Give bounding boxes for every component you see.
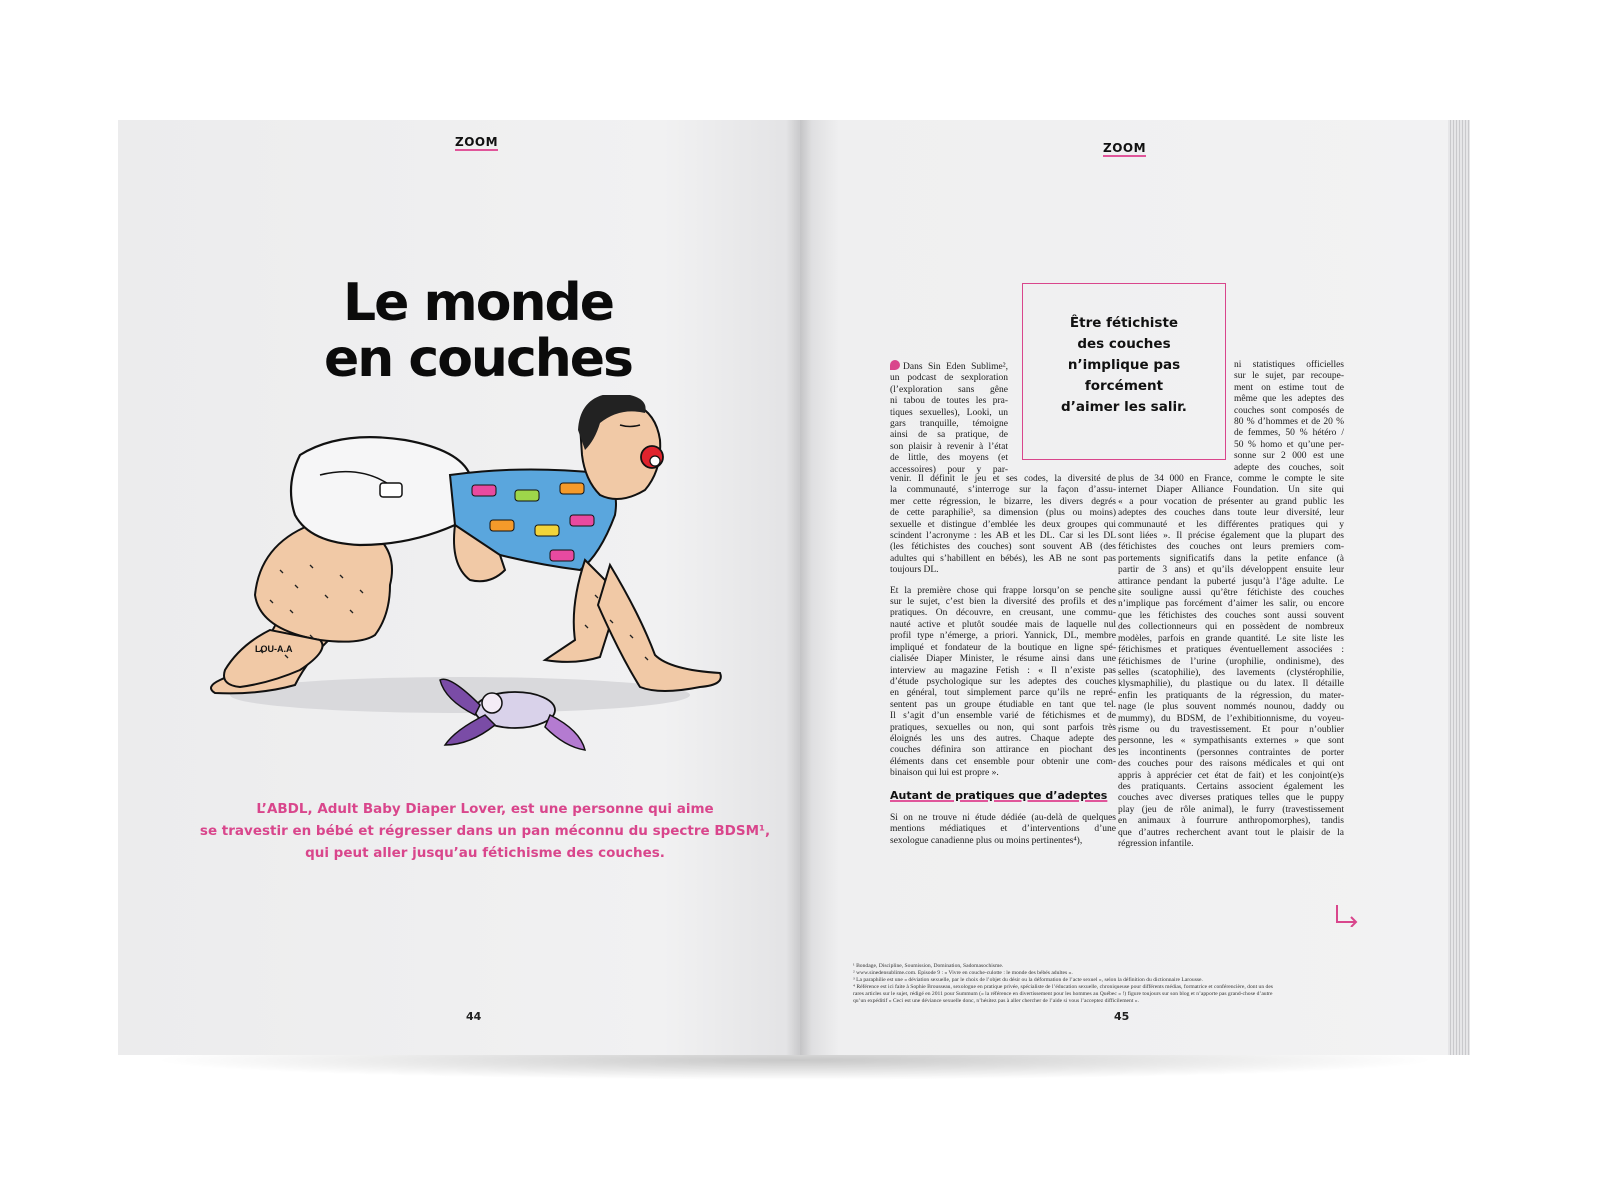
- body-line: ainsi de sa pratique, de: [890, 430, 1008, 441]
- pull-quote-line: d’aimer les salir.: [1061, 399, 1187, 415]
- footnote: qu’un expéditif « Ceci est une déviance sexuelle donc, n’hésitez pas à aller chercher de l’aide si vous l’acceptez difficilement ».: [853, 998, 1139, 1004]
- spine-gutter: [786, 120, 812, 1055]
- body-line: klysmaphilie), du plastique ou du latex. Il détaille: [1118, 679, 1344, 690]
- body-line: impliqué et fondateur de la boutique en ligne spé-: [890, 642, 1116, 653]
- body-line: régression infantile.: [1118, 839, 1194, 849]
- body-line: pratiques, sexuelles ou non, qui sont parfois très: [890, 722, 1116, 733]
- body-line: binaison qui lui est propre ».: [890, 768, 999, 779]
- column-2-body: [1118, 474, 1344, 850]
- body-line: selles (scatophilie), des lavements (clystérophilie,: [1118, 667, 1344, 678]
- body-line: Dans Sin Eden Sublime²,: [890, 360, 1008, 373]
- body-line: en animaux à fourrure anthropomorphes), tandis: [1118, 816, 1344, 827]
- footnote: ¹ Bondage, Discipline, Soumission, Domination, Sadomasochisme.: [853, 963, 1004, 969]
- body-line: « a pour vocation de présenter au grand public les: [1118, 496, 1344, 507]
- body-line: sur le sujet, c’est bien la diversité des profils et des: [890, 597, 1116, 608]
- lead-line-1: L’ABDL, Adult Baby Diaper Lover, est une personne qui aime: [256, 801, 714, 817]
- pull-quote-line: forcément: [1084, 378, 1164, 394]
- body-line: mentions médiatiques et d’interventions d’une: [890, 824, 1116, 835]
- body-line: (les fétichistes des couches) sont souvent AB (des: [890, 542, 1116, 553]
- page-number-right: 45: [1114, 1010, 1130, 1023]
- body-line: appris à apprécier cet état de fait) et les conjoint(e)s: [1118, 770, 1344, 781]
- body-line: des couches pour des raisons médicales et qui ont: [1118, 759, 1344, 770]
- article-title: [118, 275, 838, 387]
- body-line: des collectionneurs qui en possèdent de nombreux: [1118, 622, 1344, 633]
- body-line: de little, des moyens (et: [890, 453, 1008, 464]
- body-line: portements significatifs dans la petite enfance (à: [1118, 553, 1344, 564]
- body-line: cialisée Diaper Minister, le résume ainsi dans une: [890, 654, 1116, 665]
- body-line: que les fétichistes des couches sont aussi souvent: [1118, 610, 1344, 621]
- body-line: fétichismes et pratiques éventuellement associées :: [1118, 645, 1344, 656]
- body-line: partir de 3 ans) et qu’ils développent ensuite leur: [1118, 565, 1344, 576]
- body-line: play (jeu de rôle animal), le furry (travestissement: [1118, 804, 1344, 815]
- body-line: que d’autres recherchent avant tout le plaisir de la: [1118, 827, 1344, 838]
- footnotes: [853, 963, 1363, 1005]
- illustration-crawling-adult-baby: [200, 395, 740, 795]
- body-line: ni statistiques officielles: [1234, 360, 1344, 370]
- section-label-left: ZOOM: [455, 135, 499, 149]
- lead-line-3: qui peut aller jusqu’au fétichisme des couches.: [305, 845, 665, 861]
- body-line: gars tranquille, témoigne: [890, 419, 1008, 430]
- title-line-1: Le monde: [343, 273, 613, 333]
- column-1-body: [890, 474, 1116, 856]
- body-line: Et la première chose qui frappe lorsqu’on se penche: [890, 585, 1116, 596]
- body-line: adepte des couches, soit: [1234, 462, 1344, 473]
- title-line-2: en couches: [323, 329, 633, 389]
- body-line: couches avec diverses pratiques telles que le puppy: [1118, 793, 1344, 804]
- body-line: internet Diaper Alliance Foundation. Un site qui: [1118, 485, 1344, 496]
- footnote: ² www.sinedensublime.com. Épisode 9 : « Vivre en couche-culotte : le monde des bébés adultes ».: [853, 970, 1073, 976]
- body-line: sexologue canadienne plus ou moins pertinentes⁴),: [890, 835, 1083, 846]
- body-line: adeptes des couches dans toute leur diversité, leur: [1118, 508, 1344, 519]
- body-line: personne, les « sympathisants externes » que sont: [1118, 736, 1344, 747]
- body-line: sont liées ». Il précise également que la plupart des: [1118, 531, 1344, 542]
- page-edges: [1448, 120, 1470, 1055]
- body-line: ment on estime tout de: [1234, 382, 1344, 393]
- body-line: éléments dans cet ensemble pour obtenir une com-: [890, 756, 1116, 767]
- pull-quote: [1061, 313, 1187, 418]
- body-line: 50 % homo et qu’une per-: [1234, 439, 1344, 450]
- footnote: ³ La paraphilie est une « déviation sexuelle, par le choix de l’objet du désir ou la déformation de l’acte sexuel », selon la définition du dictionnaire Larousse.: [853, 977, 1203, 983]
- body-line: communauté et les différentes pratiques qui y: [1118, 519, 1344, 530]
- body-line: des pratiquants. Certains associent également les: [1118, 781, 1344, 792]
- body-line: les incontinents (personnes contraintes de porter: [1118, 747, 1344, 758]
- body-line: fétichistes des couches ont leurs premiers com-: [1118, 542, 1344, 553]
- footnote: ⁴ Référence est ici faite à Sophie Brousseau, sexologue en pratique privée, spécialiste de l’éducation sexuelle, chroniqueuse pour différents médias, formatrice et conférencière, dont un des: [853, 984, 1273, 990]
- body-line: Si on ne trouve ni étude dédiée (au-delà de quelques: [890, 812, 1116, 823]
- body-line: interview au magazine Fetish : « Il n’existe pas: [890, 665, 1116, 676]
- body-line: d’étude psychologique sur les adeptes des couches: [890, 676, 1116, 687]
- continue-arrow-icon: [1334, 903, 1360, 927]
- body-line: (l’exploration sans gêne: [890, 384, 1008, 395]
- body-line: mummy), du BDSM, de l’exhibitionnisme, du voyeu-: [1118, 713, 1344, 724]
- body-line: un podcast de sexploration: [890, 373, 1008, 384]
- body-line: son plaisir à revenir à l’état: [890, 441, 1008, 452]
- body-line: de cette paraphilie³, sa dimension (plus ou moins): [890, 508, 1116, 519]
- body-line: pratiques. On découvre, en creusant, une commu-: [890, 608, 1116, 619]
- body-line: tiques sexuelles), Looki, un: [890, 407, 1008, 418]
- section-label-right: ZOOM: [1103, 141, 1147, 155]
- pull-quote-line: n’implique pas: [1067, 357, 1181, 373]
- body-line: mer cette régression, le bizarre, les divers degrés: [890, 496, 1116, 507]
- body-line: sexuelle et distingue d’emblée les deux groupes qui: [890, 519, 1116, 530]
- body-line: sonne sur 2 000 est une: [1234, 451, 1344, 462]
- body-line: toujours DL.: [890, 565, 939, 576]
- body-line: sentent pas un groupe étudiable en tant que tel.: [890, 699, 1116, 710]
- pull-quote-line: des couches: [1077, 336, 1171, 352]
- body-line: scindent l’acronyme : les AB et les DL. Car si les DL: [890, 531, 1116, 542]
- footnote: rares articles sur le sujet, rédigé en 2011 pour Summum (« la référence en divertissement pour les hommes au Québec » !) figure toujours sur son blog et n’apporte pas grand-chose d’autre: [853, 991, 1273, 997]
- body-line: risme ou du travestissement. Et pour n’oublier: [1118, 724, 1344, 735]
- column-2-top: [1234, 360, 1344, 474]
- body-line: accessoires) pour y par-: [890, 464, 1008, 475]
- body-line: fétichismes de l’urine (urophilie, ondinisme), des: [1118, 656, 1344, 667]
- body-line: site souligne aussi qu’être fétichiste des couches: [1118, 588, 1344, 599]
- body-line: profil type n’émerge, a priori. Yannick, DL, membre: [890, 631, 1116, 642]
- body-line: modèles, parfois en grande quantité. Le site liste les: [1118, 633, 1344, 644]
- body-line: 80 % d’hommes et de 20 %: [1234, 417, 1344, 428]
- body-line: nage (le plus souvent nommés nounou, daddy ou: [1118, 702, 1344, 713]
- body-line: sur le sujet, par recoupe-: [1234, 371, 1344, 382]
- body-line: couches définira son attirance en piochant des: [890, 745, 1116, 756]
- body-line: enfin les pratiquants de la régression, du mater-: [1118, 690, 1344, 701]
- subheading: Autant de pratiques que d’adeptes: [890, 788, 1108, 802]
- body-line: n’implique pas forcément d’aimer les salir, ou encore: [1118, 599, 1344, 610]
- body-line: adultes qui s’habillent en bébés), les AB ne sont pas: [890, 553, 1116, 564]
- body-line: en général, tout simplement parce qu’ils ne repré-: [890, 688, 1116, 699]
- body-line: nauté active et plutôt soudée mais de laquelle nul: [890, 619, 1116, 630]
- body-line: attirance pendant la puberté jusqu’à l’âge adulte. Le: [1118, 576, 1344, 587]
- body-line: même que les adeptes des: [1234, 394, 1344, 405]
- pull-quote-box: [1022, 283, 1226, 460]
- body-line: couches sont composés de: [1234, 405, 1344, 416]
- body-line: ni tabou de toutes les pra-: [890, 396, 1008, 407]
- body-line: éloignés les uns des autres. Chaque adepte des: [890, 733, 1116, 744]
- body-line: venir. Il définit le jeu et ses codes, la diversité de: [890, 474, 1116, 484]
- page-number-left: 44: [466, 1010, 482, 1023]
- pull-quote-line: Être fétichiste: [1069, 315, 1179, 331]
- illustration-signature: LOU-A.A: [255, 644, 293, 654]
- body-line: de femmes, 50 % hétéro /: [1234, 428, 1344, 439]
- lead-line-2: se travestir en bébé et régresser dans un pan méconnu du spectre BDSM¹,: [199, 823, 771, 839]
- body-line: la communauté, s’interroge sur la façon d’assu-: [890, 485, 1116, 496]
- drop-mark-icon: [890, 360, 900, 370]
- body-line: plus de 34 000 en France, comme le compte le site: [1118, 474, 1344, 484]
- body-line: Il s’agit d’un ensemble varié de fétichismes et de: [890, 711, 1116, 722]
- column-1-top: [890, 360, 1008, 476]
- article-lead: [180, 798, 790, 864]
